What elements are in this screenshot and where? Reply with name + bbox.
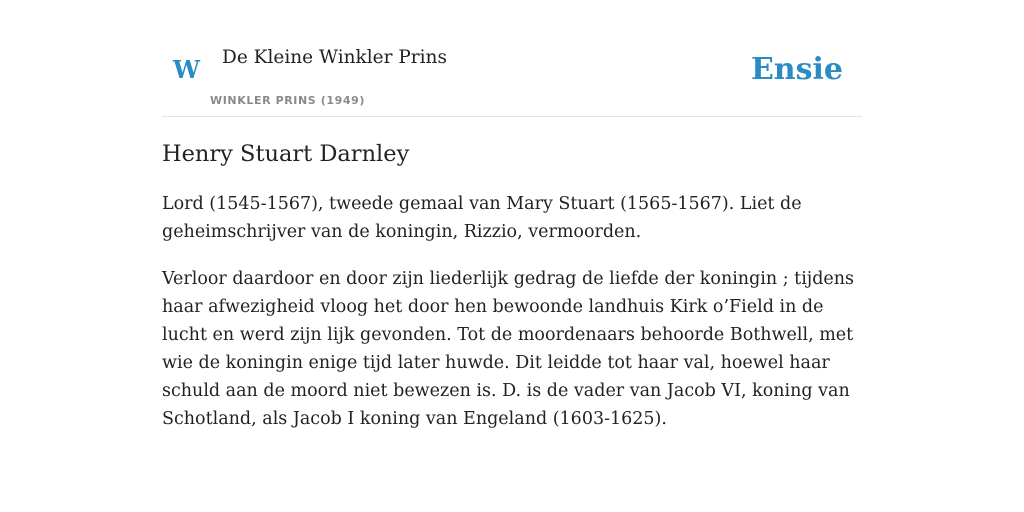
source-logo[interactable]: W (173, 55, 200, 84)
article-paragraph: Verloor daardoor en door zijn liederlijk gedrag de liefde der koningin ; tijdens haar afwezigheid vloog het door hen bewoonde landhuis Kirk o’Field in de lucht en werd zijn lijk gevonden. Tot de moordenaars behoorde Bothwell, met wie de koningin enige tijd later huwde. Dit leidde tot haar val, hoewel haar schuld aan de moord niet bewezen is. D. is de vader van Jacob VI, koning van Schotland, als Jacob I koning van Engeland (1603-1625). (162, 269, 855, 429)
header (162, 0, 862, 117)
article-title: Henry Stuart Darnley (162, 141, 410, 167)
source-title[interactable]: De Kleine Winkler Prins (222, 47, 447, 68)
article-paragraph: Lord (1545-1567), tweede gemaal van Mary Stuart (1565-1567). Liet de geheimschrijver van de koningin, Rizzio, vermoorden. (162, 194, 802, 242)
brand-logo[interactable]: Ensie (750, 52, 843, 87)
source-subtitle[interactable]: WINKLER PRINS (1949) (210, 94, 366, 107)
article (162, 138, 864, 452)
